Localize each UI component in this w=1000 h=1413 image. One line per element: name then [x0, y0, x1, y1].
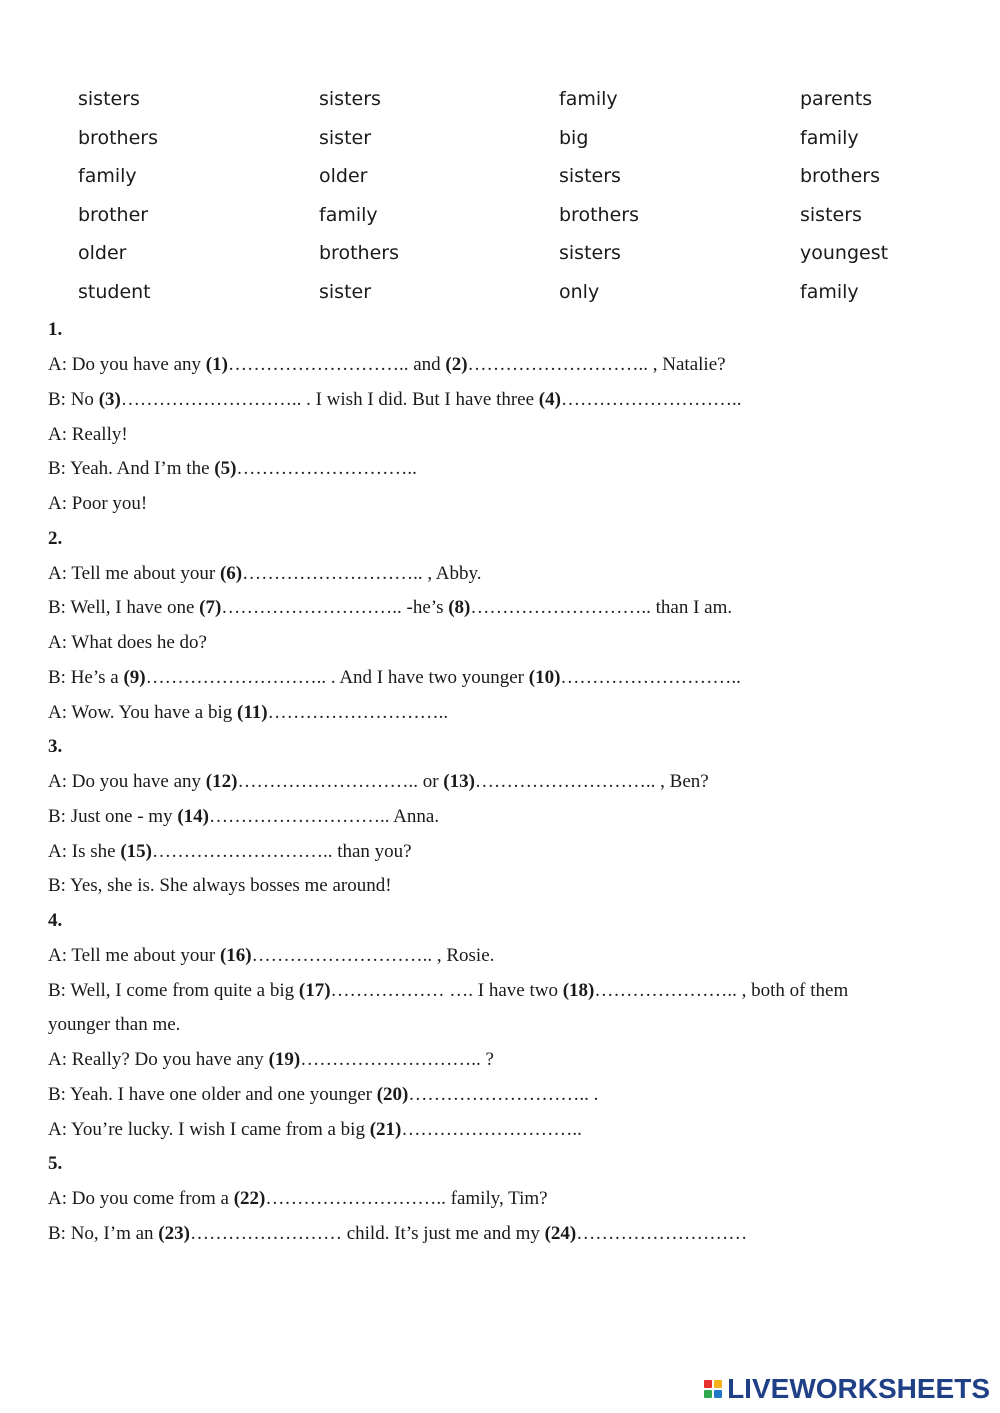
answer-blank[interactable]: ……………………….. [560, 667, 741, 688]
answer-blank[interactable]: ……………………….. [236, 458, 417, 479]
answer-blank[interactable]: ……………………….. , Abby. [242, 563, 482, 584]
logo-square-icon [704, 1380, 712, 1388]
word-bank-item: brothers [559, 204, 639, 226]
dialogue-line: B: Well, I have one (7)……………………….. -he’s (8)……………………….. than I am. [48, 597, 733, 618]
answer-blank[interactable]: ……………………….. [401, 1119, 582, 1140]
answer-blank[interactable]: ……………………….. . And I have two younger [145, 667, 529, 688]
blank-number: (16) [219, 945, 252, 966]
dialogue-line: B: He’s a (9)……………………….. . And I have two younger (10)……………………….. [48, 667, 741, 688]
blank-number: (24) [544, 1223, 577, 1244]
dialogue-line: A: Poor you! [48, 493, 148, 514]
answer-blank[interactable]: ……………………….. and [227, 354, 446, 375]
answer-blank[interactable]: ……………………….. family, Tim? [265, 1188, 548, 1209]
word-bank-item: older [78, 242, 127, 264]
answer-blank[interactable]: ……………………….. , Natalie? [467, 354, 726, 375]
word-bank-item: family [800, 127, 859, 149]
dialogue-line: A: Tell me about your (6)……………………….. , Abby. [48, 563, 482, 584]
answer-blank[interactable]: ……………………….. than I am. [470, 597, 733, 618]
dialogue-line: B: Yes, she is. She always bosses me around! [48, 875, 392, 896]
dialogue-line: A: Do you have any (12)……………………….. or (13)……………………….. , Ben? [48, 771, 709, 792]
word-bank-item: parents [800, 88, 873, 110]
logo-square-icon [704, 1390, 712, 1398]
word-bank-item: family [559, 88, 618, 110]
answer-blank[interactable]: ……………………….. [267, 702, 449, 723]
blank-number: (1) [205, 354, 228, 375]
word-bank-item: family [800, 281, 859, 303]
blank-number: (2) [445, 354, 468, 375]
word-bank-item: youngest [800, 242, 889, 264]
blank-number: (19) [268, 1049, 301, 1070]
liveworksheets-logo-icon [704, 1380, 722, 1398]
answer-blank[interactable]: …………………… child. It’s just me and my [189, 1223, 545, 1244]
blank-number: (8) [448, 597, 471, 618]
word-bank-item: big [559, 127, 589, 149]
blank-number: (5) [214, 458, 237, 479]
dialogue-line: A: Is she (15)……………………….. than you? [48, 841, 412, 862]
word-bank-item: sisters [559, 165, 621, 187]
blank-number: (20) [376, 1084, 409, 1105]
section-number-5: 5. [48, 1153, 63, 1174]
word-bank-item: brothers [78, 127, 158, 149]
blank-number: (4) [538, 389, 561, 410]
dialogue-line: B: Well, I come from quite a big (17)……………… …. I have two (18)………………….. , both of them [48, 980, 849, 1001]
logo-text: LIVEWORKSHEETS [727, 1373, 990, 1404]
word-bank-item: student [78, 281, 151, 303]
dialogue-line: A: Really? Do you have any (19)……………………….. ? [48, 1049, 494, 1070]
word-bank-item: sister [319, 127, 372, 149]
word-bank-item: family [78, 165, 137, 187]
dialogue-line: A: Really! [48, 424, 128, 445]
dialogue-line: B: No, I’m an (23)…………………… child. It’s just me and my (24)……………………… [48, 1223, 748, 1244]
word-bank-item: family [319, 204, 378, 226]
dialogue-line: B: Yeah. I have one older and one younger (20)……………………….. . [48, 1084, 599, 1105]
answer-blank[interactable]: ……………………….. ? [300, 1049, 494, 1070]
dialogue-line: B: Just one - my (14)……………………….. Anna. [48, 806, 440, 827]
answer-blank[interactable]: ……………………….. [560, 389, 742, 410]
dialogue-line: B: No (3)……………………….. . I wish I did. But I have three (4)……………………….. [48, 389, 742, 410]
liveworksheets-logo [704, 1373, 990, 1405]
answer-blank[interactable]: ……………………….. . I wish I did. But I have three [120, 389, 539, 410]
section-number-2: 2. [48, 528, 63, 549]
word-bank-item: sisters [559, 242, 621, 264]
word-bank-item: sister [319, 281, 372, 303]
blank-number: (6) [219, 563, 243, 584]
blank-number: (11) [237, 702, 268, 723]
blank-number: (3) [98, 389, 121, 410]
word-bank-item: brothers [800, 165, 880, 187]
dialogue-line: A: You’re lucky. I wish I came from a big (21)……………………….. [48, 1119, 582, 1140]
answer-blank[interactable]: ……………………….. . [408, 1084, 599, 1105]
section-number-4: 4. [48, 910, 63, 931]
word-bank-item: only [559, 281, 600, 303]
dialogue-line: A: Do you come from a (22)……………………….. family, Tim? [48, 1188, 548, 1209]
dialogue-line: A: Wow. You have a big (11)……………………….. [48, 702, 449, 723]
logo-square-icon [714, 1380, 722, 1388]
dialogue-line: B: Yeah. And I’m the (5)……………………….. [48, 458, 417, 479]
answer-blank[interactable]: ……………………….. , Ben? [474, 771, 709, 792]
word-bank-item: brothers [319, 242, 399, 264]
dialogue-line: A: What does he do? [48, 632, 207, 653]
word-bank-item: brother [78, 204, 149, 226]
answer-blank[interactable]: ……………… …. I have two [330, 980, 563, 1001]
logo-square-icon [714, 1390, 722, 1398]
blank-number: (14) [177, 806, 209, 827]
word-bank-item: sisters [319, 88, 381, 110]
word-bank-item: sisters [800, 204, 862, 226]
blank-number: (12) [205, 771, 238, 792]
blank-number: (7) [199, 597, 222, 618]
answer-blank[interactable]: ……………………….. or [237, 771, 444, 792]
answer-blank[interactable]: ……………………….. than you? [151, 841, 412, 862]
section-number-3: 3. [48, 736, 63, 757]
answer-blank[interactable]: ………………….. , both of them [594, 980, 849, 1001]
dialogue-line: younger than me. [48, 1014, 181, 1035]
dialogue-line: A: Tell me about your (16)……………………….. , Rosie. [48, 945, 495, 966]
blank-number: (9) [123, 667, 146, 688]
blank-number: (10) [528, 667, 561, 688]
answer-blank[interactable]: ……………………… [576, 1223, 748, 1244]
answer-blank[interactable]: ……………………….. , Rosie. [251, 945, 495, 966]
blank-number: (23) [158, 1223, 190, 1244]
blank-number: (17) [298, 980, 331, 1001]
answer-blank[interactable]: ……………………….. Anna. [208, 806, 440, 827]
blank-number: (13) [443, 771, 475, 792]
blank-number: (18) [562, 980, 595, 1001]
word-bank-item: older [319, 165, 368, 187]
blank-number: (22) [233, 1188, 266, 1209]
section-number-1: 1. [48, 319, 63, 340]
blank-number: (15) [120, 841, 152, 862]
word-bank-item: sisters [78, 88, 140, 110]
answer-blank[interactable]: ……………………….. -he’s [221, 597, 449, 618]
blank-number: (21) [369, 1119, 402, 1140]
dialogue-line: A: Do you have any (1)……………………….. and (2)……………………….. , Natalie? [48, 354, 726, 375]
